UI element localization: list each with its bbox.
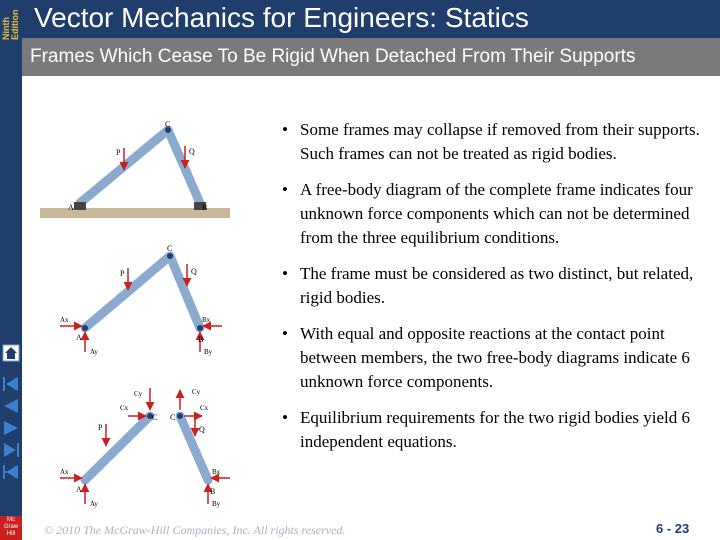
label-Ax: Ax — [60, 316, 69, 324]
next-icon[interactable] — [0, 418, 22, 438]
label-Ay: Ay — [90, 348, 98, 356]
figure-2-free-body — [60, 244, 222, 356]
label-P: P — [98, 423, 103, 432]
label-Bx: Bx — [212, 468, 221, 476]
label-B: B — [210, 487, 216, 496]
bullet-text: Equilibrium requirements for the two rigid bodies yield 6 independent equations. — [300, 408, 690, 451]
label-C-left: C — [152, 413, 158, 422]
member-AC — [85, 416, 150, 480]
label-P: P — [120, 269, 125, 278]
label-Q: Q — [191, 267, 197, 276]
label-C: C — [165, 120, 171, 129]
label-By: By — [204, 348, 213, 356]
label-Bx: Bx — [202, 316, 211, 324]
bullet-text: With equal and opposite reactions at the contact point between members, the two free-body diagrams indicate 6 unknown force components. — [300, 324, 690, 391]
label-Q: Q — [189, 147, 195, 156]
edition-badge — [0, 0, 22, 40]
label-B: B — [198, 335, 204, 344]
label-A: A — [68, 203, 74, 212]
bullet-item: • The frame must be considered as two distinct, but related, rigid bodies. — [282, 264, 694, 307]
member-BC — [168, 130, 200, 203]
title-bar — [22, 0, 720, 38]
first-icon[interactable] — [0, 374, 22, 394]
bullet-text: Some frames may collapse if removed from their supports. Such frames can not be treated as rigid bodies. — [300, 120, 700, 163]
last-icon[interactable] — [0, 440, 22, 460]
label-Cy-left: Cy — [134, 390, 143, 398]
label-Ax: Ax — [60, 468, 69, 476]
label-Cy-right: Cy — [192, 388, 201, 396]
mcgraw-hill-logo — [0, 516, 22, 540]
label-Q: Q — [199, 425, 205, 434]
logo-text: Mc Graw Hill — [3, 517, 19, 537]
label-A: A — [76, 485, 82, 494]
label-B: B — [202, 203, 208, 212]
label-Ay: Ay — [90, 500, 98, 508]
page-number: 6 - 23 — [656, 521, 690, 536]
bullet-list — [280, 118, 710, 466]
home-icon[interactable] — [0, 343, 22, 363]
bullet-text: The frame must be considered as two distinct, but related, rigid bodies. — [300, 264, 694, 307]
member-AC — [85, 256, 170, 328]
figure-3-separated-members — [60, 388, 230, 508]
label-C: C — [167, 244, 173, 253]
slide-subtitle: Frames Which Cease To Be Rigid When Detached From Their Supports — [30, 46, 636, 67]
label-Cx-left: Cx — [120, 404, 129, 412]
label-Cx-right: Cx — [200, 404, 209, 412]
label-P: P — [116, 148, 121, 157]
copyright-notice: © 2010 The McGraw-Hill Companies, Inc. All rights reserved. — [44, 523, 346, 537]
page-title: Vector Mechanics for Engineers: Statics — [34, 2, 529, 33]
edition-label: Ninth Edition — [1, 9, 20, 40]
bullet-text: A free-body diagram of the complete frame indicates four unknown force components which can not be determined from the three equilibrium conditions. — [300, 180, 693, 247]
bullet-item: • Some frames may collapse if removed from their supports. Such frames can not be treated as rigid bodies. — [282, 120, 700, 163]
end-icon[interactable] — [0, 462, 22, 482]
bullet-item: • Equilibrium requirements for the two rigid bodies yield 6 independent equations. — [282, 408, 690, 451]
frame-diagrams — [40, 118, 240, 518]
label-A: A — [76, 333, 82, 342]
figure-1-supported-frame — [40, 120, 230, 218]
label-By: By — [212, 500, 221, 508]
label-C-right: C — [170, 413, 176, 422]
bullet-item: • With equal and opposite reactions at the contact point between members, the two free-body diagrams indicate 6 unknown force components. — [282, 324, 690, 391]
bullet-item: • A free-body diagram of the complete frame indicates four unknown force components which can not be determined from the three equilibrium conditions. — [282, 180, 693, 247]
prev-icon[interactable] — [0, 396, 22, 416]
subtitle-bar — [22, 38, 720, 76]
